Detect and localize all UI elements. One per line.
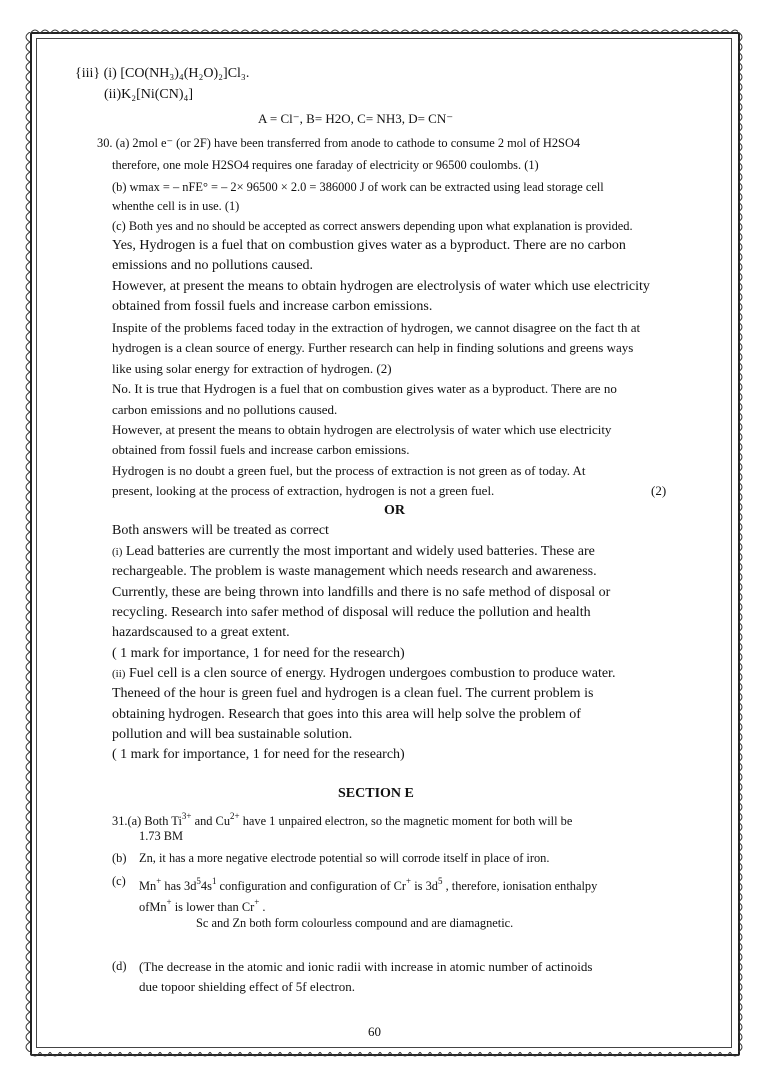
q30c-line11: However, at present the means to obtain hydrogen are electrolysis of water which use electricity xyxy=(112,422,612,437)
or-ii-line4: pollution and will bea sustainable solution. xyxy=(112,727,353,742)
q31c-sup7: + xyxy=(254,897,260,907)
q31c-sup6: + xyxy=(166,897,172,907)
q30c-line14: present, looking at the process of extraction, hydrogen is not a green fuel. xyxy=(112,483,495,498)
q31c-t3: configuration and configuration of Cr xyxy=(216,879,407,893)
q31c-t2: 4s xyxy=(200,879,212,893)
q31d-label: (d) xyxy=(112,959,127,973)
q30c-line5: obtained from fossil fuels and increase carbon emissions. xyxy=(112,299,433,314)
border-scallop-top xyxy=(30,26,738,34)
q31c-sup2: 5 xyxy=(196,876,201,886)
page-number: 60 xyxy=(368,1024,381,1039)
border-scallop-left xyxy=(22,32,30,1052)
or-i-line1 xyxy=(112,543,595,561)
q30c-line10: carbon emissions and no pollutions caused. xyxy=(112,402,338,417)
q30c-line7: hydrogen is a clean source of energy. Further research can help in finding solutions and greens ways xyxy=(112,340,634,355)
q31c-sup3: 1 xyxy=(211,876,217,886)
q31a-text-a: 31.(a) Both Ti xyxy=(112,814,182,828)
or-intro: Both answers will be treated as correct xyxy=(112,523,329,538)
q31a-text-c: have 1 unpaired electron, so the magnetic moment for both will be xyxy=(239,814,573,828)
or-ii-text: Fuel cell is a clen source of energy. Hydrogen undergoes combustion to produce water. xyxy=(125,666,616,681)
q31a-sup-cu: 2+ xyxy=(230,811,240,821)
q31c-sup5: 5 xyxy=(437,876,443,886)
q30c-line8: like using solar energy for extraction of hydrogen. (2) xyxy=(112,361,392,376)
or-ii-line2: Theneed of the hour is green fuel and hydrogen is a clean fuel. The current problem is xyxy=(112,686,594,701)
q31c-t4: is 3d xyxy=(411,879,438,893)
or-i-line2: rechargeable. The problem is waste management which needs research and awareness. xyxy=(112,564,597,579)
q31c-label: (c) xyxy=(112,874,126,888)
or-i-line3: Currently, these are being thrown into landfills and there is no safe method of disposal or xyxy=(112,585,611,600)
or-heading: OR xyxy=(384,503,405,518)
border-scallop-right xyxy=(738,32,746,1052)
q31c-t1: has 3d xyxy=(161,879,197,893)
q31c-mn: Mn xyxy=(139,879,157,893)
q30c-line1: (c) Both yes and no should be accepted as correct answers depending upon what explanation is provided. xyxy=(112,219,633,233)
q30c-line12: obtained from fossil fuels and increase carbon emissions. xyxy=(112,442,410,457)
or-ii-marks: ( 1 mark for importance, 1 for need for the research) xyxy=(112,747,405,762)
q31c-line1 xyxy=(139,873,597,895)
q30b-line1: (b) wmax = – nFE° = – 2× 96500 × 2.0 = 386000 J of work can be extracted using lead storage cell xyxy=(112,180,604,194)
or-i-label: (i) xyxy=(112,546,123,558)
q31c-t7: is lower than Cr xyxy=(171,900,255,914)
q31c-t8: . xyxy=(259,900,266,914)
q31c-sup1: + xyxy=(156,876,162,886)
or-ii-line3: obtaining hydrogen. Research that goes into this area will help solve the problem of xyxy=(112,707,581,722)
q30c-line4: However, at present the means to obtain hydrogen are electrolysis of water which use electricity xyxy=(112,279,650,294)
q30a-line2: therefore, one mole H2SO4 requires one faraday of electricity or 96500 coulombs. (1) xyxy=(112,158,539,172)
q30c-line3: emissions and no pollutions caused. xyxy=(112,258,314,273)
q30c-line6: Inspite of the problems faced today in the extraction of hydrogen, we cannot disagree on the fact th at xyxy=(112,320,641,335)
q31a-line2: 1.73 BM xyxy=(139,829,184,843)
or-i-text: Lead batteries are currently the most important and widely used batteries. These are xyxy=(122,544,595,559)
q31c-line3: Sc and Zn both form colourless compound and are diamagnetic. xyxy=(196,916,514,930)
or-ii-label: (ii) xyxy=(112,668,126,680)
q31a-text-b: and Cu xyxy=(191,814,231,828)
q30b-line2: whenthe cell is in use. (1) xyxy=(112,199,240,213)
or-i-line4: recycling. Research into safer method of disposal will reduce the pollution and health xyxy=(112,605,591,620)
q31a-line1 xyxy=(112,808,572,830)
answer-abcd: A = Cl⁻, B= H2O, C= NH3, D= CN⁻ xyxy=(258,111,454,126)
q31d-line1: (The decrease in the atomic and ionic radii with increase in atomic number of actinoids xyxy=(139,959,593,974)
q30c-line9: No. It is true that Hydrogen is a fuel that on combustion gives water as a byproduct. There are no xyxy=(112,381,617,396)
or-i-marks: ( 1 mark for importance, 1 for need for the research) xyxy=(112,646,405,661)
answer-iii-line1: {iii} (i) [CO(NH₃)₄(H₂O)₂]Cl₃. xyxy=(75,66,250,81)
or-ii-line1 xyxy=(112,665,615,683)
q30c-marks: (2) xyxy=(651,483,667,498)
q31d-line2: due topoor shielding effect of 5f electron. xyxy=(139,979,355,994)
q31b-text: Zn, it has a more negative electrode potential so will corrode itself in place of iron. xyxy=(139,851,550,865)
q30c-line13: Hydrogen is no doubt a green fuel, but the process of extraction is not green as of today. At xyxy=(112,463,586,478)
section-e-heading: SECTION E xyxy=(338,786,414,801)
q31c-t6: ofMn xyxy=(139,900,167,914)
answer-iii-line2: (ii)K₂[Ni(CN)₄] xyxy=(104,87,194,102)
border-scallop-bottom xyxy=(30,1052,738,1060)
q31c-sup4: + xyxy=(406,876,412,886)
q30a-line1: 30. (a) 2mol e⁻ (or 2F) have been transferred from anode to cathode to consume 2 mol of H2SO4 xyxy=(97,136,581,150)
q31c-line2 xyxy=(139,894,266,916)
q31b-label: (b) xyxy=(112,851,127,865)
q31a-sup-ti: 3+ xyxy=(181,811,192,821)
q31c-t5: , therefore, ionisation enthalpy xyxy=(442,879,598,893)
or-i-line5: hazardscaused to a great extent. xyxy=(112,625,290,640)
q30c-line2: Yes, Hydrogen is a fuel that on combustion gives water as a byproduct. There are no carbon xyxy=(112,238,626,253)
